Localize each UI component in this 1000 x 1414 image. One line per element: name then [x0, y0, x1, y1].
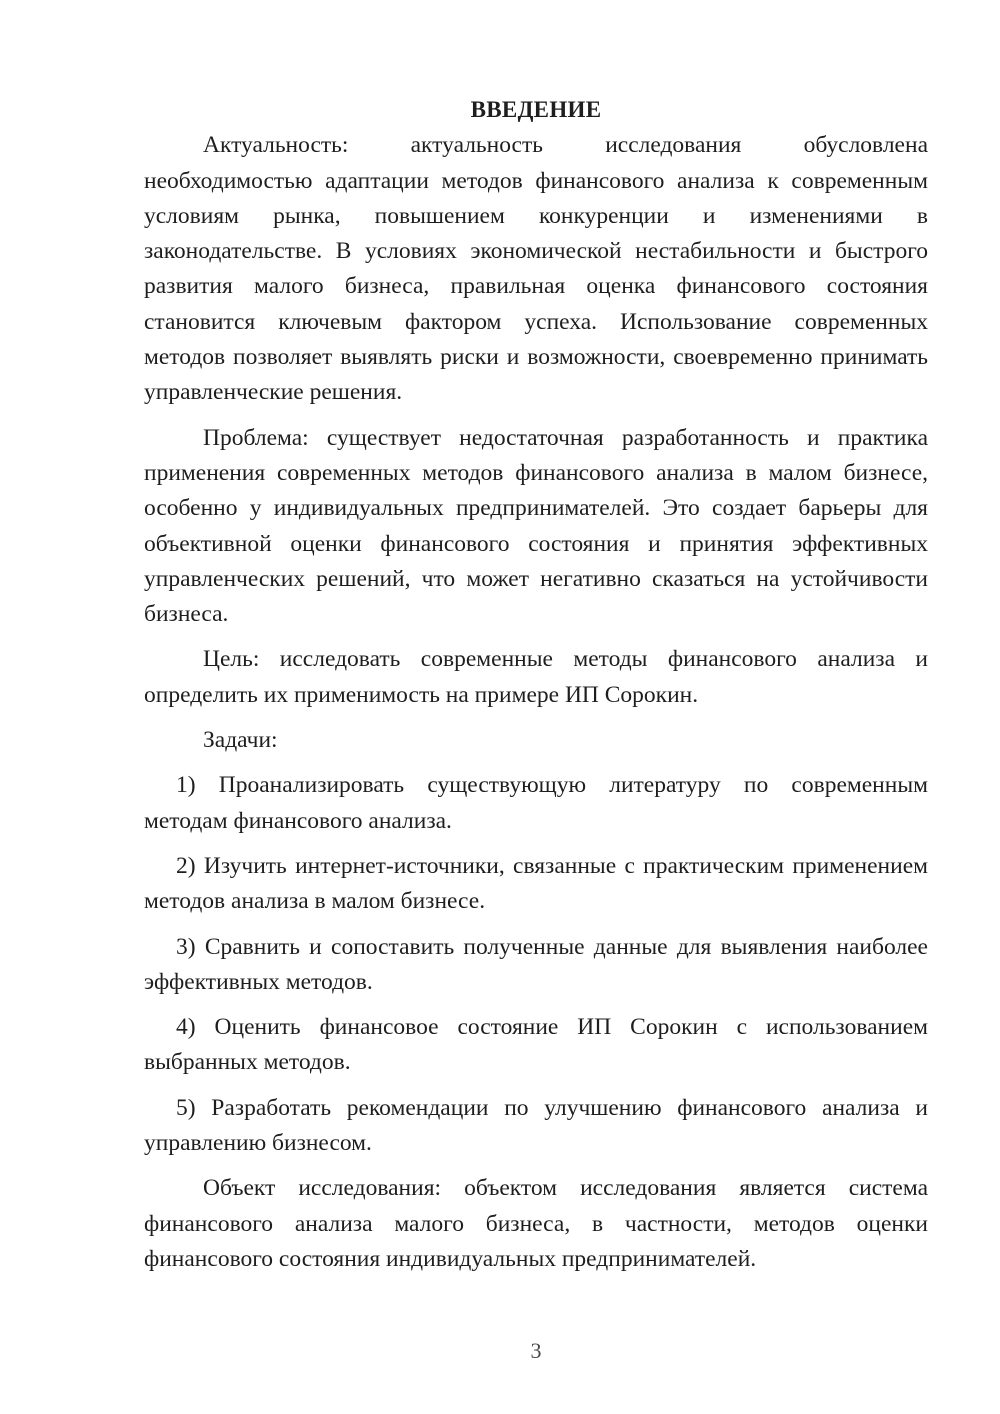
page-number: 3 — [530, 1338, 542, 1363]
task-item: 4) Оценить финансовое состояние ИП Сорокин с использованием выбранных методов. — [144, 1014, 928, 1076]
relevance-paragraph: Актуальность: актуальность исследования обусловлена необходимостью адаптации методов финансового анализа к современным условиям рынка, повышением конкуренции и изменениями в законодательстве. В условиях экономической нестабильности и быстрого развития малого бизнеса, правильная оценка финансового состояния становится ключевым фактором успеха. Использование современных методов позволяет выявлять риски и возможности, своевременно принимать управленческие решения. — [144, 132, 928, 406]
task-item: 3) Сравнить и сопоставить полученные данные для выявления наиболее эффективных методов. — [144, 933, 928, 995]
goal-paragraph: Цель: исследовать современные методы финансового анализа и определить их применимость на примере ИП Сорокин. — [144, 646, 928, 708]
tasks-heading: Задачи: — [203, 727, 278, 754]
problem-paragraph: Проблема: существует недостаточная разработанность и практика применения современных методов финансового анализа в малом бизнесе, особенно у индивидуальных предпринимателей. Это создает барьеры для объективной оценки финансового состояния и принятия эффективных управленческих решений, что может негативно сказаться на устойчивости бизнеса. — [144, 424, 928, 628]
task-item: 5) Разработать рекомендации по улучшению финансового анализа и управлению бизнесом. — [144, 1094, 928, 1157]
page-title: ВВЕДЕНИЕ — [470, 97, 602, 122]
page-content — [144, 92, 928, 1287]
object-paragraph: Объект исследования: объектом исследования является система финансового анализа малого бизнеса, в частности, методов оценки финансового состояния индивидуальных предпринимателей. — [144, 1175, 928, 1272]
task-item: 1) Проанализировать существующую литературу по современным методам финансового анализа. — [144, 772, 928, 834]
task-item: 2) Изучить интернет-источники, связанные с практическим применением методов анализа в малом бизнесе. — [144, 852, 928, 915]
